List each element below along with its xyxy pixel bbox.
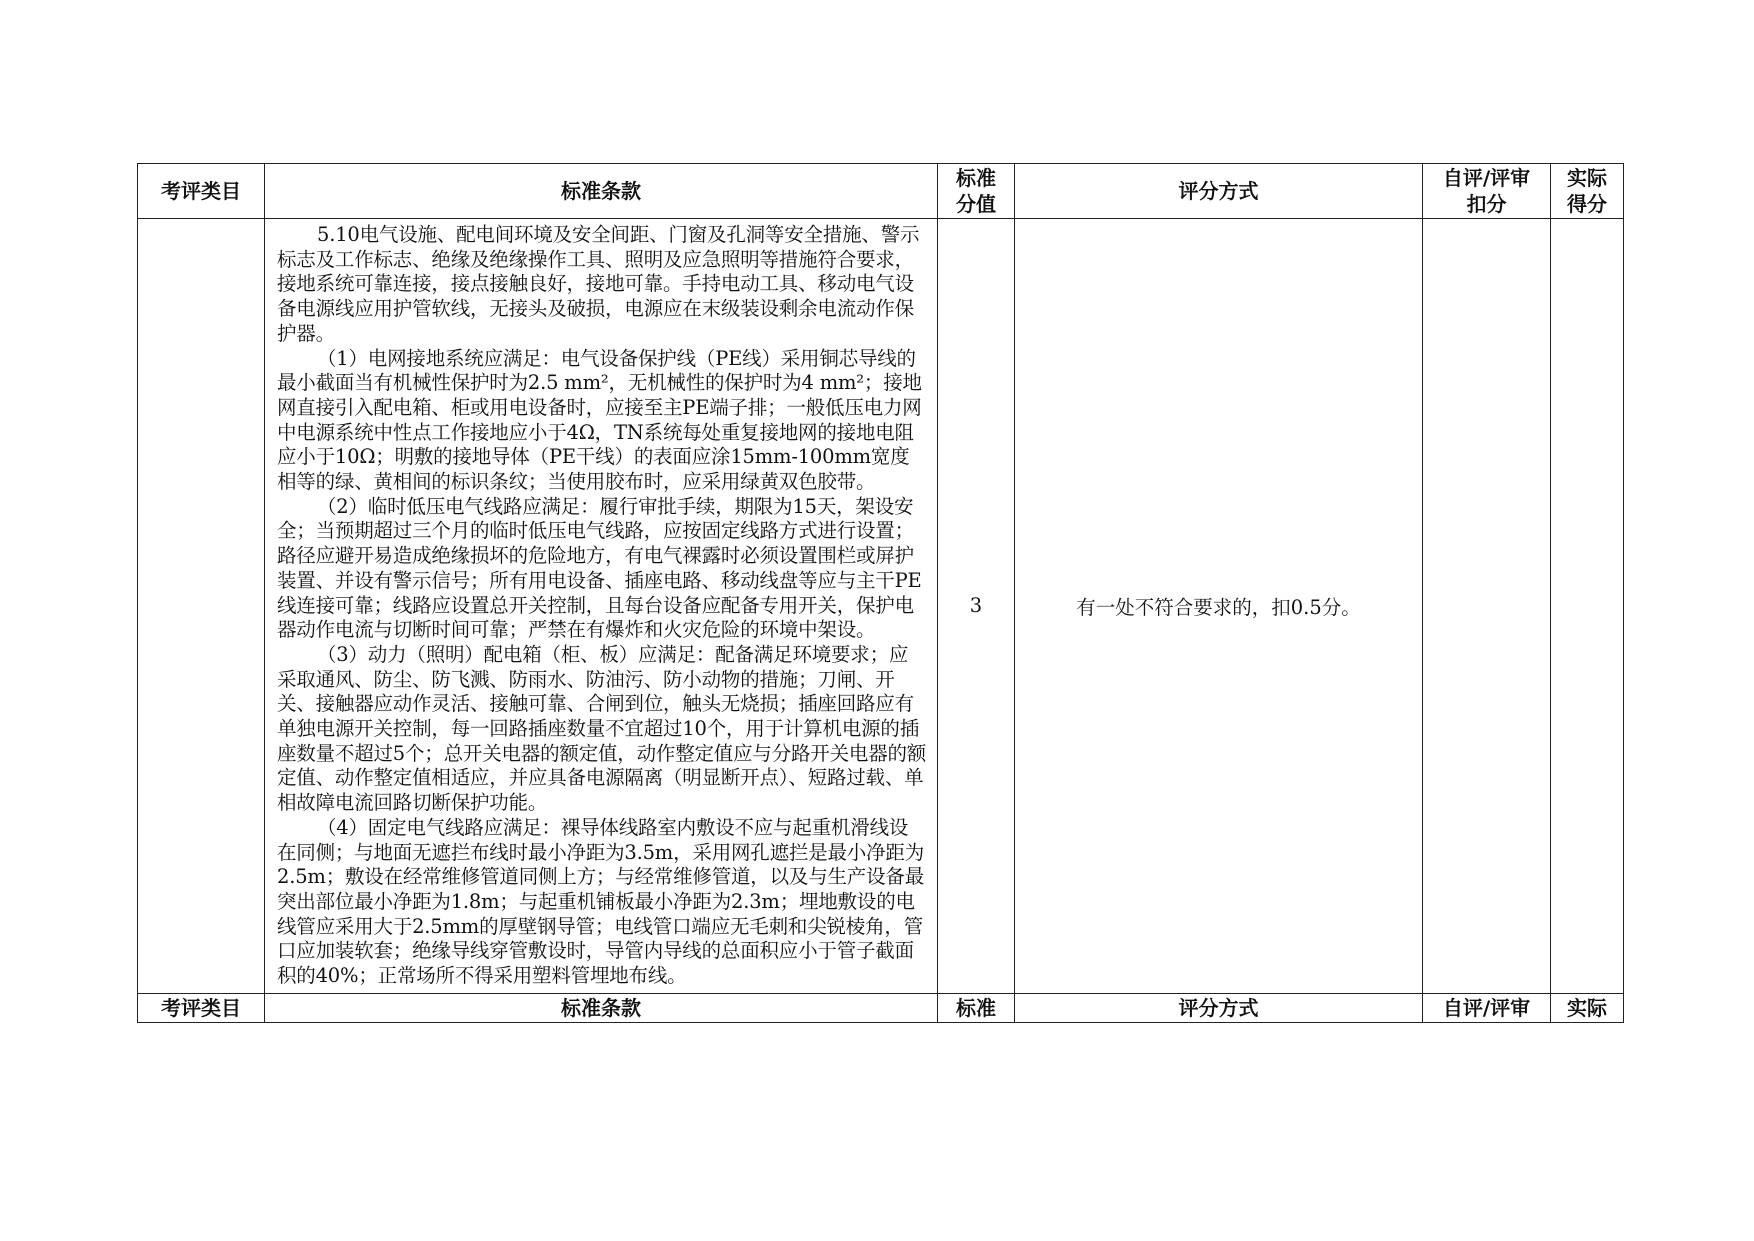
header-score-line1: 标准 (956, 166, 996, 190)
footer-clause: 标准条款 (265, 993, 938, 1022)
header-method: 评分方式 (1015, 164, 1423, 219)
header-clause: 标准条款 (265, 164, 938, 219)
header-score-line2: 分值 (956, 192, 996, 216)
header-deduct (1423, 164, 1551, 219)
clause-paragraph-3: （3）动力（照明）配电箱（柜、板）应满足：配备满足环境要求；应采取通风、防尘、防飞溅、防雨水、防油污、防小动物的措施；刀闸、开关、接触器应动作灵活、接触可靠、合闸到位，触头无烧损；插座回路应有单独电源开关控制，每一回路插座数量不宜超过10个，用于计算机电源的插座数量不超过5个；总开关电器的额定值，动作整定值应与分路开关电器的额定值、动作整定值相适应，并应具备电源隔离（明显断开点）、短路过载、单相故障电流回路切断保护功能。 (277, 642, 927, 815)
header-deduct-line2: 扣分 (1466, 192, 1507, 216)
row-method-cell: 有一处不符合要求的，扣0.5分。 (1015, 219, 1423, 994)
footer-score: 标准 (938, 993, 1015, 1022)
header-category: 考评类目 (138, 164, 265, 219)
table-repeat-header-row (138, 993, 1624, 1022)
header-actual-line2: 得分 (1567, 192, 1607, 216)
header-actual-line1: 实际 (1567, 166, 1607, 190)
row-category-cell (138, 219, 265, 994)
clause-paragraph-intro: 5.10电气设施、配电间环境及安全间距、门窗及孔洞等安全措施、警示标志及工作标志、绝缘及绝缘操作工具、照明及应急照明等措施符合要求，接地系统可靠连接，接点接触良好，接地可靠。手持电动工具、移动电气设备电源线应用护管软线，无接头及破损，电源应在末级装设剩余电流动作保护器。 (277, 223, 920, 345)
footer-method: 评分方式 (1015, 993, 1423, 1022)
header-actual (1551, 164, 1624, 219)
header-deduct-line1: 自评/评审 (1442, 166, 1531, 190)
row-score-cell: 3 (938, 219, 1015, 994)
row-deduct-cell (1423, 219, 1551, 994)
footer-actual: 实际 (1551, 993, 1624, 1022)
footer-deduct: 自评/评审 (1423, 993, 1551, 1022)
table-header-row (138, 164, 1624, 219)
row-clause-cell (265, 219, 938, 994)
header-score (938, 164, 1015, 219)
clause-paragraph-1: （1）电网接地系统应满足：电气设备保护线（PE线）采用铜芯导线的最小截面当有机械性保护时为2.5 mm²，无机械性的保护时为4 mm²；接地网直接引入配电箱、柜或用电设备时，应接至主PE端子排；一般低压电力网中电源系统中性点工作接地应小于4Ω，TN系统每处重复接地网的接地电阻应小于10Ω；明敷的接地导体（PE干线）的表面应涂15mm-100mm宽度相等的绿、黄相间的标识条纹；当使用胶布时，应采用绿黄双色胶带。 (277, 346, 922, 494)
table-row (138, 219, 1624, 994)
clause-paragraph-4: （4）固定电气线路应满足：裸导体线路室内敷设不应与起重机滑线设在同侧；与地面无遮拦布线时最小净距为3.5m，采用网孔遮拦是最小净距为2.5m；敷设在经常维修管道同侧上方；与经常维修管道，以及与生产设备最突出部位最小净距为1.8m；与起重机铺板最小净距为2.3m；埋地敷设的电线管应采用大于2.5mm的厚壁钢导管；电线管口端应无毛刺和尖锐棱角，管口应加装软套；绝缘导线穿管敷设时，导管内导线的总面积应小于管子截面积的40%；正常场所不得采用塑料管埋地布线。 (277, 815, 925, 988)
clause-paragraph-2: （2）临时低压电气线路应满足：履行审批手续，期限为15天，架设安全；当预期超过三个月的临时低压电气线路，应按固定线路方式进行设置；路径应避开易造成绝缘损坏的危险地方，有电气裸露时必须设置围栏或屏护装置、并设有警示信号；所有用电设备、插座电路、移动线盘等应与主干PE线连接可靠；线路应设置总开关控制，且每台设备应配备专用开关，保护电器动作电流与切断时间可靠；严禁在有爆炸和火灾危险的环境中架设。 (277, 494, 922, 642)
evaluation-table (137, 163, 1624, 1023)
row-actual-cell (1551, 219, 1624, 994)
footer-category: 考评类目 (138, 993, 265, 1022)
